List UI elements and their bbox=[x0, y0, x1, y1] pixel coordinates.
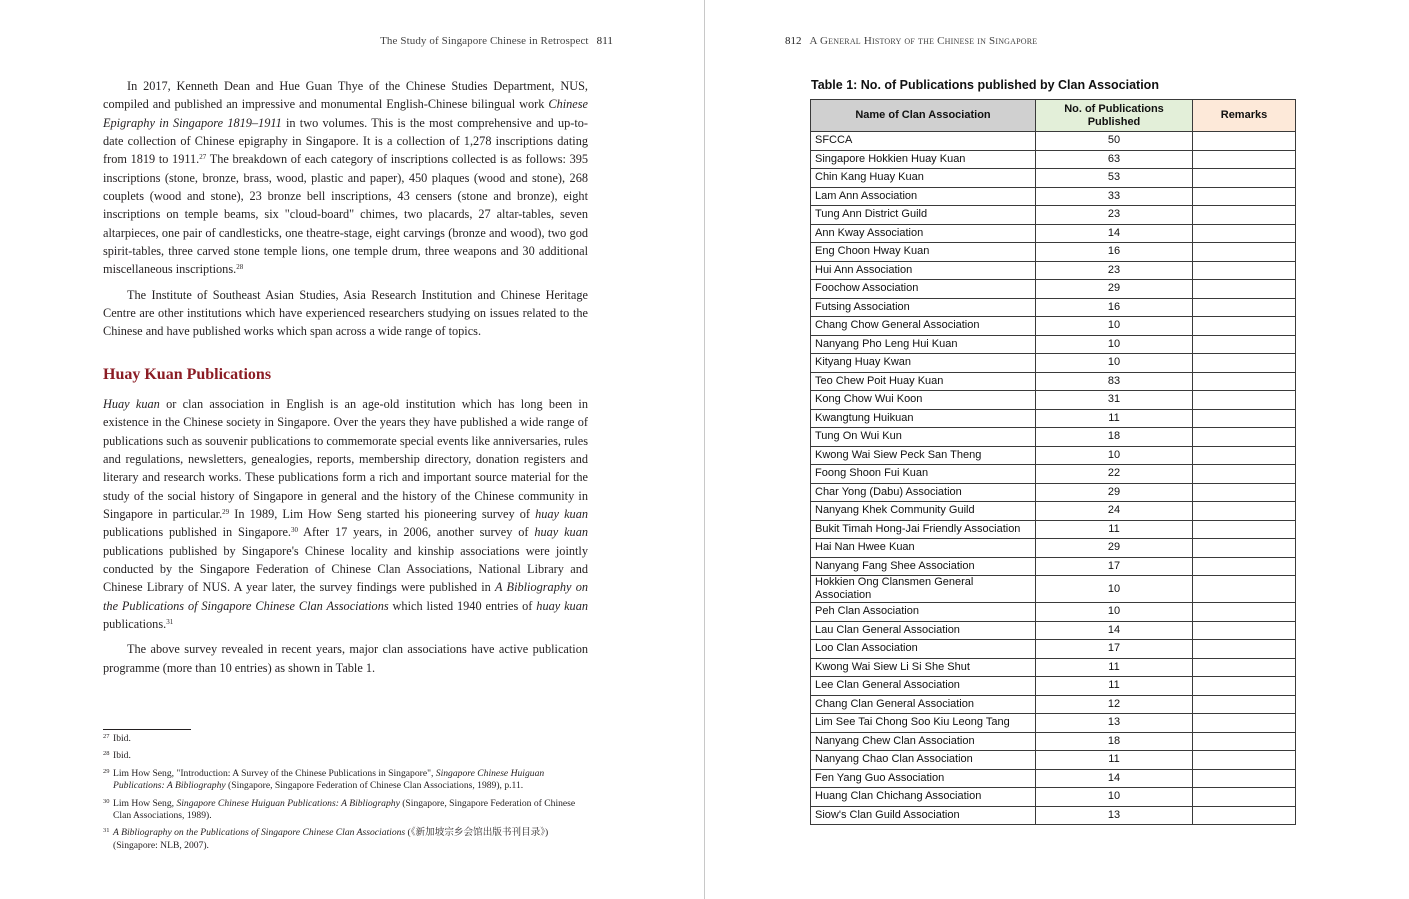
cell-publication-count: 29 bbox=[1036, 539, 1193, 558]
cell-clan-name: Siow's Clan Guild Association bbox=[811, 806, 1036, 825]
table-row bbox=[811, 788, 1296, 807]
cell-publication-count: 50 bbox=[1036, 132, 1193, 151]
text-run: In 2017, Kenneth Dean and Hue Guan Thye of the Chinese Studies Department, NUS, compiled and published an impressive and monumental English-Chinese bilingual work bbox=[103, 79, 588, 112]
table-caption: Table 1: No. of Publications published by Clan Association bbox=[811, 78, 1159, 92]
cell-clan-name: Kong Chow Wui Koon bbox=[811, 391, 1036, 410]
cell-clan-name: Kwangtung Huikuan bbox=[811, 409, 1036, 428]
table-row bbox=[811, 132, 1296, 151]
cell-publication-count: 13 bbox=[1036, 714, 1193, 733]
cell-remarks bbox=[1193, 502, 1296, 521]
cell-clan-name: Singapore Hokkien Huay Kuan bbox=[811, 150, 1036, 169]
page-number: 811 bbox=[596, 35, 613, 47]
running-head-title: A General History of the Chinese in Singapore bbox=[809, 35, 1038, 47]
cell-remarks bbox=[1193, 465, 1296, 484]
cell-clan-name: Hai Nan Hwee Kuan bbox=[811, 539, 1036, 558]
cell-publication-count: 14 bbox=[1036, 769, 1193, 788]
cell-publication-count: 10 bbox=[1036, 335, 1193, 354]
paragraph-institutions: The Institute of Southeast Asian Studies, Asia Research Institution and Chinese Heritage Centre are other institutions which have experienced researchers studying on issues related to the Chinese and have published works which span across a wide range of topics. bbox=[103, 287, 588, 339]
footnotes bbox=[103, 733, 588, 857]
cell-remarks bbox=[1193, 224, 1296, 243]
cell-clan-name: Tung On Wui Kun bbox=[811, 428, 1036, 447]
table-row bbox=[811, 280, 1296, 299]
table-row bbox=[811, 261, 1296, 280]
term-italic: huay kuan bbox=[534, 525, 588, 540]
cell-publication-count: 17 bbox=[1036, 640, 1193, 659]
cell-remarks bbox=[1193, 658, 1296, 677]
cell-publication-count: 53 bbox=[1036, 169, 1193, 188]
footnote-title-italic: Singapore Chinese Huiguan Publications: A Bibliography bbox=[113, 767, 545, 792]
cell-clan-name: Kityang Huay Kwan bbox=[811, 354, 1036, 373]
term-italic: Huay kuan bbox=[103, 396, 160, 411]
cell-remarks bbox=[1193, 603, 1296, 622]
cell-publication-count: 14 bbox=[1036, 621, 1193, 640]
cell-publication-count: 23 bbox=[1036, 206, 1193, 225]
table-row bbox=[811, 446, 1296, 465]
table-row bbox=[811, 732, 1296, 751]
cell-remarks bbox=[1193, 806, 1296, 825]
cell-remarks bbox=[1193, 520, 1296, 539]
cell-publication-count: 29 bbox=[1036, 483, 1193, 502]
cell-publication-count: 83 bbox=[1036, 372, 1193, 391]
cell-remarks bbox=[1193, 677, 1296, 696]
footnote-31 bbox=[103, 827, 588, 852]
footnote-text: (Singapore, Singapore Federation of Chinese Clan Associations, 1989). bbox=[113, 797, 576, 822]
cell-clan-name: Bukit Timah Hong-Jai Friendly Association bbox=[811, 520, 1036, 539]
right-page bbox=[705, 0, 1409, 899]
cell-clan-name: Kwong Wai Siew Li Si She Shut bbox=[811, 658, 1036, 677]
cell-clan-name: Peh Clan Association bbox=[811, 603, 1036, 622]
table-row bbox=[811, 428, 1296, 447]
cell-publication-count: 10 bbox=[1036, 788, 1193, 807]
cell-publication-count: 11 bbox=[1036, 409, 1193, 428]
cell-remarks bbox=[1193, 354, 1296, 373]
cell-publication-count: 22 bbox=[1036, 465, 1193, 484]
cell-clan-name: Teo Chew Poit Huay Kuan bbox=[811, 372, 1036, 391]
cell-clan-name: Nanyang Pho Leng Hui Kuan bbox=[811, 335, 1036, 354]
header-name: Name of Clan Association bbox=[811, 100, 1036, 132]
table-row bbox=[811, 640, 1296, 659]
table-row bbox=[811, 769, 1296, 788]
running-head-right bbox=[785, 35, 1037, 47]
cell-publication-count: 18 bbox=[1036, 732, 1193, 751]
cell-remarks bbox=[1193, 576, 1296, 603]
cell-clan-name: SFCCA bbox=[811, 132, 1036, 151]
cell-publication-count: 11 bbox=[1036, 520, 1193, 539]
table-row bbox=[811, 806, 1296, 825]
cell-remarks bbox=[1193, 372, 1296, 391]
cell-publication-count: 10 bbox=[1036, 354, 1193, 373]
table-body bbox=[811, 132, 1296, 825]
cell-clan-name: Lee Clan General Association bbox=[811, 677, 1036, 696]
table-row bbox=[811, 372, 1296, 391]
clan-publications-table bbox=[810, 99, 1296, 825]
table-row bbox=[811, 317, 1296, 336]
footnote-30 bbox=[103, 798, 588, 823]
cell-remarks bbox=[1193, 640, 1296, 659]
footnote-number: 27 bbox=[103, 733, 110, 740]
cell-clan-name: Foong Shoon Fui Kuan bbox=[811, 465, 1036, 484]
cell-clan-name: Tung Ann District Guild bbox=[811, 206, 1036, 225]
text-run: In 1989, Lim How Seng started his pioneering survey of bbox=[229, 506, 536, 521]
footnote-text: Lim How Seng, "Introduction: A Survey of the Chinese Publications in Singapore", bbox=[113, 767, 436, 779]
table-row bbox=[811, 695, 1296, 714]
cell-remarks bbox=[1193, 732, 1296, 751]
cell-publication-count: 11 bbox=[1036, 751, 1193, 770]
footnote-number: 30 bbox=[103, 797, 110, 805]
cell-clan-name: Hui Ann Association bbox=[811, 261, 1036, 280]
cell-clan-name: Char Yong (Dabu) Association bbox=[811, 483, 1036, 502]
text-run: publications published in Singapore. bbox=[103, 525, 291, 540]
table-row bbox=[811, 714, 1296, 733]
running-head-title: The Study of Singapore Chinese in Retrospect bbox=[380, 35, 589, 47]
cell-remarks bbox=[1193, 317, 1296, 336]
cell-remarks bbox=[1193, 409, 1296, 428]
cell-clan-name: Nanyang Fang Shee Association bbox=[811, 557, 1036, 576]
cell-publication-count: 31 bbox=[1036, 391, 1193, 410]
table-header-row bbox=[811, 100, 1296, 132]
running-head-left bbox=[380, 35, 613, 47]
cell-remarks bbox=[1193, 391, 1296, 410]
cell-remarks bbox=[1193, 621, 1296, 640]
table-row bbox=[811, 409, 1296, 428]
paragraph-huay-kuan bbox=[103, 395, 588, 633]
table-row bbox=[811, 150, 1296, 169]
table-row bbox=[811, 751, 1296, 770]
section-heading: Huay Kuan Publications bbox=[103, 365, 272, 383]
table-row bbox=[811, 298, 1296, 317]
cell-publication-count: 10 bbox=[1036, 317, 1193, 336]
table-row bbox=[811, 169, 1296, 188]
cell-publication-count: 12 bbox=[1036, 695, 1193, 714]
text-run: publications published by Singapore's Chinese locality and kinship associations were jointly conducted by the Singapore Federation of Chinese Clan Associations, National Library and Chinese Library of NUS. A year later, the survey findings were published in bbox=[103, 543, 588, 595]
footnote-number: 31 bbox=[103, 827, 110, 835]
footnote-ref: 30 bbox=[290, 526, 298, 535]
cell-remarks bbox=[1193, 557, 1296, 576]
cell-publication-count: 16 bbox=[1036, 298, 1193, 317]
cell-remarks bbox=[1193, 539, 1296, 558]
cell-remarks bbox=[1193, 187, 1296, 206]
table-row bbox=[811, 520, 1296, 539]
footnote-number: 29 bbox=[103, 767, 110, 775]
cell-publication-count: 23 bbox=[1036, 261, 1193, 280]
footnote-text: (《新加坡宗乡会馆出版书刊目录》) (Singapore: NLB, 2007). bbox=[113, 827, 549, 851]
table-row bbox=[811, 603, 1296, 622]
cell-publication-count: 11 bbox=[1036, 658, 1193, 677]
footnote-29 bbox=[103, 768, 588, 793]
footnote-rule bbox=[103, 729, 191, 730]
footnote-ref: 27 bbox=[199, 153, 207, 162]
cell-clan-name: Foochow Association bbox=[811, 280, 1036, 299]
cell-publication-count: 18 bbox=[1036, 428, 1193, 447]
text-run: or clan association in English is an age-old institution which has long been in existence in the Chinese society in Singapore. Over the years they have published a wide range of publications such as souvenir publications to commemorate special events like anniversaries, rules and regulations, newsletters, genealogies, reports, membership directory, donation registers and literary and research works. These publications form a rich and important source material for the study of the social history of Singapore in general and the history of the Chinese community in Singapore in particular. bbox=[103, 396, 588, 521]
footnote-text: (Singapore, Singapore Federation of Chinese Clan Associations, 1989), p.11. bbox=[225, 780, 524, 792]
table-row bbox=[811, 658, 1296, 677]
footnote-title-italic: A Bibliography on the Publications of Singapore Chinese Clan Associations bbox=[113, 827, 406, 839]
cell-remarks bbox=[1193, 150, 1296, 169]
cell-publication-count: 16 bbox=[1036, 243, 1193, 262]
cell-clan-name: Eng Choon Hway Kuan bbox=[811, 243, 1036, 262]
table-row bbox=[811, 677, 1296, 696]
cell-clan-name: Lau Clan General Association bbox=[811, 621, 1036, 640]
footnote-ref: 31 bbox=[166, 617, 174, 626]
table-row bbox=[811, 576, 1296, 603]
page-number: 812 bbox=[785, 35, 802, 47]
cell-clan-name: Ann Kway Association bbox=[811, 224, 1036, 243]
cell-clan-name: Chin Kang Huay Kuan bbox=[811, 169, 1036, 188]
cell-remarks bbox=[1193, 695, 1296, 714]
cell-clan-name: Futsing Association bbox=[811, 298, 1036, 317]
table-row bbox=[811, 187, 1296, 206]
footnote-ref: 28 bbox=[236, 263, 244, 272]
footnote-text: Lim How Seng, bbox=[113, 797, 177, 809]
footnote-ref: 29 bbox=[222, 507, 230, 516]
cell-remarks bbox=[1193, 298, 1296, 317]
cell-clan-name: Hokkien Ong Clansmen General Association bbox=[811, 576, 1036, 603]
table-row bbox=[811, 354, 1296, 373]
text-run: which listed 1940 entries of bbox=[388, 598, 537, 613]
cell-remarks bbox=[1193, 169, 1296, 188]
footnote-text: Ibid. bbox=[113, 733, 131, 744]
text-run: After 17 years, in 2006, another survey of bbox=[297, 525, 535, 540]
table-row bbox=[811, 557, 1296, 576]
cell-clan-name: Fen Yang Guo Association bbox=[811, 769, 1036, 788]
cell-clan-name: Lim See Tai Chong Soo Kiu Leong Tang bbox=[811, 714, 1036, 733]
cell-remarks bbox=[1193, 751, 1296, 770]
cell-remarks bbox=[1193, 335, 1296, 354]
table-row bbox=[811, 539, 1296, 558]
footnote-number: 28 bbox=[103, 750, 110, 758]
paragraph-survey: The above survey revealed in recent years, major clan associations have active publication programme (more than 10 entries) as shown in Table 1. bbox=[103, 642, 588, 675]
cell-remarks bbox=[1193, 428, 1296, 447]
table-row bbox=[811, 621, 1296, 640]
text-run: The breakdown of each category of inscriptions collected is as follows: 395 inscriptions (stone, bronze, brass, wood, plastic and paper), 450 plaques (wood and stone), 268 couplets (wood and stone), 23 bronze bell inscriptions, 43 censers (stone and bronze), eight inscriptions on temple beams, six "cloud-board" chimes, two placards, 27 altar-tables, seven altarpieces, one pair of candlesticks, one theatre-stage, eight carvings (bronze and wood), two god spirit-tables, three carved stone temple lions, one temple drum, three weapons and 30 additional miscellaneous inscriptions. bbox=[103, 152, 589, 277]
cell-publication-count: 11 bbox=[1036, 677, 1193, 696]
cell-publication-count: 10 bbox=[1036, 576, 1193, 603]
text-run: publications. bbox=[103, 616, 167, 631]
cell-remarks bbox=[1193, 243, 1296, 262]
table-row bbox=[811, 224, 1296, 243]
table-row bbox=[811, 335, 1296, 354]
cell-publication-count: 13 bbox=[1036, 806, 1193, 825]
footnote-text: Ibid. bbox=[113, 750, 131, 762]
cell-clan-name: Chang Chow General Association bbox=[811, 317, 1036, 336]
table-row bbox=[811, 243, 1296, 262]
cell-clan-name: Huang Clan Chichang Association bbox=[811, 788, 1036, 807]
cell-remarks bbox=[1193, 280, 1296, 299]
paragraph-epigraphy bbox=[103, 77, 588, 279]
cell-publication-count: 10 bbox=[1036, 446, 1193, 465]
cell-clan-name: Lam Ann Association bbox=[811, 187, 1036, 206]
book-title-italic: Chinese Epigraphy in Singapore 1819–1911 bbox=[103, 97, 588, 130]
body-text bbox=[103, 77, 588, 677]
cell-remarks bbox=[1193, 132, 1296, 151]
cell-clan-name: Kwong Wai Siew Peck San Theng bbox=[811, 446, 1036, 465]
cell-publication-count: 63 bbox=[1036, 150, 1193, 169]
table-row bbox=[811, 502, 1296, 521]
book-title-italic: A Bibliography on the Publications of Singapore Chinese Clan Associations bbox=[103, 580, 588, 613]
cell-publication-count: 24 bbox=[1036, 502, 1193, 521]
cell-clan-name: Loo Clan Association bbox=[811, 640, 1036, 659]
term-italic: huay kuan bbox=[535, 506, 588, 521]
header-count: No. of Publications Published bbox=[1036, 100, 1193, 132]
cell-publication-count: 10 bbox=[1036, 603, 1193, 622]
cell-remarks bbox=[1193, 483, 1296, 502]
table-row bbox=[811, 465, 1296, 484]
cell-publication-count: 33 bbox=[1036, 187, 1193, 206]
table-row bbox=[811, 391, 1296, 410]
table-row bbox=[811, 483, 1296, 502]
cell-publication-count: 29 bbox=[1036, 280, 1193, 299]
cell-clan-name: Nanyang Chew Clan Association bbox=[811, 732, 1036, 751]
term-italic: huay kuan bbox=[536, 598, 588, 613]
table-row bbox=[811, 206, 1296, 225]
cell-clan-name: Chang Clan General Association bbox=[811, 695, 1036, 714]
cell-clan-name: Nanyang Khek Community Guild bbox=[811, 502, 1036, 521]
footnote-27 bbox=[103, 733, 588, 745]
left-page bbox=[0, 0, 704, 899]
text-run: in two volumes. This is the most comprehensive and up-to-date collection of Chinese epigraphy in Singapore. It is a collection of 1,278 inscriptions dating from 1819 to 1911. bbox=[103, 115, 588, 167]
cell-publication-count: 14 bbox=[1036, 224, 1193, 243]
cell-clan-name: Nanyang Chao Clan Association bbox=[811, 751, 1036, 770]
footnote-title-italic: Singapore Chinese Huiguan Publications: A Bibliography bbox=[176, 797, 400, 809]
footnote-28 bbox=[103, 750, 588, 762]
cell-remarks bbox=[1193, 261, 1296, 280]
cell-publication-count: 17 bbox=[1036, 557, 1193, 576]
header-remarks: Remarks bbox=[1193, 100, 1296, 132]
cell-remarks bbox=[1193, 446, 1296, 465]
cell-remarks bbox=[1193, 714, 1296, 733]
cell-remarks bbox=[1193, 769, 1296, 788]
cell-remarks bbox=[1193, 788, 1296, 807]
cell-remarks bbox=[1193, 206, 1296, 225]
